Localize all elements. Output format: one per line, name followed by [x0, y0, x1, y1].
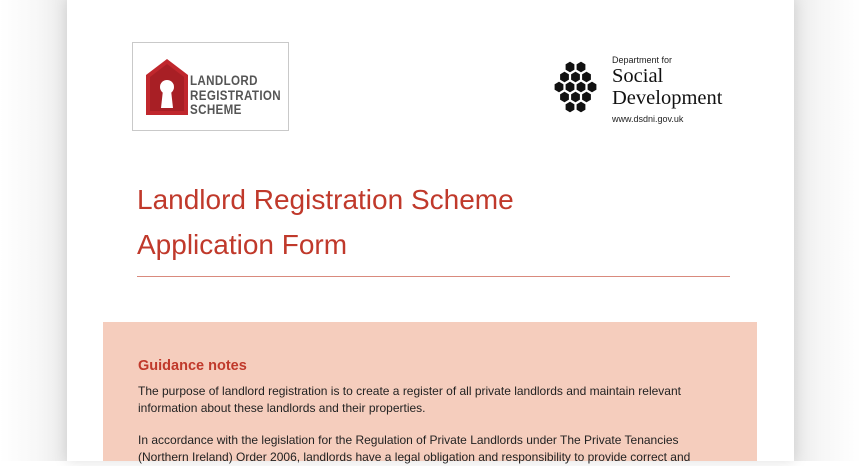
guidance-notes-box	[103, 322, 757, 464]
dsd-website: www.dsdni.gov.uk	[612, 114, 684, 124]
house-keyhole-icon	[146, 59, 188, 115]
background-left	[0, 0, 70, 461]
lrs-logo-text	[190, 74, 281, 118]
department-social-development-logo	[550, 55, 740, 130]
document-subtitle: Application Form	[137, 229, 348, 260]
landlord-registration-scheme-logo	[132, 42, 289, 131]
dsd-name-line-2: Development	[612, 87, 723, 109]
dsd-department-for: Department for	[612, 55, 673, 65]
dsd-name	[612, 65, 722, 109]
document-page	[67, 0, 794, 464]
lrs-logo-line-2: REGISTRATION	[190, 87, 281, 103]
lrs-logo-line-1: LANDLORD	[190, 73, 258, 88]
guidance-paragraph-1: The purpose of landlord registration is to create a register of all private landlords and maintain relevant information about these landlords and their properties.	[138, 384, 681, 415]
guidance-heading: Guidance notes	[138, 358, 247, 374]
title-divider	[137, 276, 730, 277]
lrs-logo-line-3: SCHEME	[190, 102, 242, 117]
document-title: Landlord Registration Scheme	[137, 184, 514, 215]
dsd-name-line-1: Social	[612, 65, 664, 87]
guidance-paragraph-2: In accordance with the legislation for the Regulation of Private Landlords under The Private Tenancies (Northern Ireland) Order 2006, landlords have a legal obligation and responsibility to provide correct and	[138, 433, 691, 464]
background-right	[791, 0, 861, 461]
hexagon-cluster-icon	[550, 59, 606, 119]
